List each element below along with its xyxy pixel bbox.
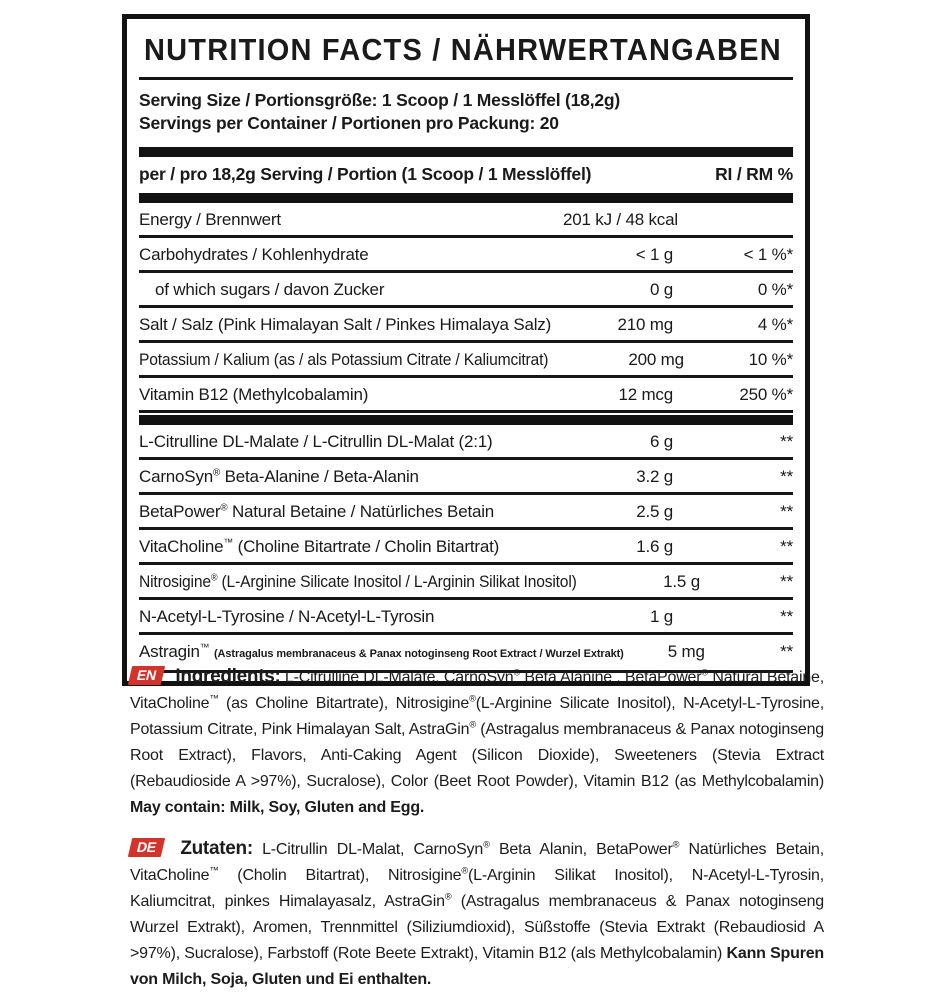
nutrient-name: Energy / Brennwert [139, 210, 281, 229]
section-bar [139, 415, 793, 425]
active-ri: ** [780, 467, 793, 486]
active-name: Nitrosigine® (L-Arginine Silicate Inositol / L-Arginin Silikat Inositol) [139, 572, 577, 591]
ingredients-de-label: Zutaten: [180, 838, 253, 859]
de-language-badge: DE [128, 838, 165, 857]
title-divider [139, 77, 793, 80]
table-column-header [139, 157, 793, 193]
astragin-detail: (Astragalus membranaceus & Panax notoginseng Root Extract / Wurzel Extrakt) [213, 648, 624, 660]
active-row-nitrosigine [139, 565, 793, 600]
nutrient-amount: 200 mg [628, 350, 684, 369]
nutrient-amount: 210 mg [617, 315, 673, 334]
nutrient-row-salt [139, 308, 793, 343]
active-row-betaine [139, 495, 793, 530]
ingredients-en-paragraph [130, 664, 824, 821]
active-ri: ** [780, 607, 793, 626]
nutrient-name: Vitamin B12 (Methylcobalamin) [139, 385, 369, 404]
nutrient-row-potassium [139, 343, 793, 378]
active-amount: 1.6 g [636, 537, 673, 556]
active-row-beta-alanine [139, 460, 793, 495]
nutrient-row-vitamin-b12 [139, 378, 793, 413]
nutrient-amount: 201 kJ / 48 kcal [563, 210, 678, 229]
per-serving-header: per / pro 18,2g Serving / Portion (1 Scoop / 1 Messlöffel) [139, 164, 592, 184]
active-name: BetaPower® Natural Betaine / Natürliches Betain [139, 502, 495, 521]
nutrient-ri: 250 %* [739, 385, 793, 404]
active-ri: ** [780, 502, 793, 521]
active-ri: ** [780, 572, 793, 591]
active-name: N-Acetyl-L-Tyrosine / N-Acetyl-L-Tyrosin [139, 607, 435, 626]
active-amount: 1 g [649, 607, 673, 626]
active-ri: ** [780, 537, 793, 556]
active-ri: ** [780, 642, 793, 661]
astragin-brand: Astragin™ [139, 642, 210, 661]
nutrient-name: Potassium / Kalium (as / als Potassium Citrate / Kaliumcitrat) [139, 350, 549, 369]
ingredients-en-text: L-Citrulline DL-Malate, CarnoSyn® Beta Alanine , BetaPower® Natural Betaine, VitaCholine™ (as Choline Bitartrate), Nitrosigine®(L-Arginine Silicate Inositol), N-Acetyl-L-Tyrosine, Potassium Citrate, Pink Himalayan Salt, AstraGin® (Astragalus membranaceus & Panax notoginseng Root Extract), Flavors, Anti-Caking Agent (Silicon Dioxide), Sweeteners (Stevia Extract (Rebaudioside A >97%), Sucralose), Color (Beet Root Powder), Vitamin B12 (as Methylcobalamin) [130, 667, 825, 790]
nutrient-row-energy [139, 203, 793, 238]
nutrient-ri: 0 %* [757, 280, 793, 299]
panel-title: NUTRITION FACTS / NÄHRWERTANGABEN [144, 34, 782, 68]
active-row-citrulline [139, 425, 793, 460]
nutrient-amount: 0 g [649, 280, 673, 299]
active-amount: 1.5 g [663, 572, 700, 591]
section-bar [139, 147, 793, 157]
nutrient-name: Carbohydrates / Kohlenhydrate [139, 245, 369, 264]
nutrient-ri: < 1 %* [743, 245, 793, 264]
ingredients-en-label: Ingredients: [175, 666, 281, 687]
section-bar [139, 193, 793, 203]
active-row-vitacholine [139, 530, 793, 565]
nutrient-rows [139, 203, 793, 413]
nutrient-amount: < 1 g [635, 245, 673, 264]
nutrient-name: Salt / Salz (Pink Himalayan Salt / Pinkes Himalaya Salz) [139, 315, 552, 334]
active-name: L-Citrulline DL-Malate / L-Citrullin DL-Malat (2:1) [139, 432, 493, 451]
nutrient-amount: 12 mcg [618, 385, 673, 404]
active-name: CarnoSyn® Beta-Alanine / Beta-Alanin [139, 467, 419, 486]
active-row-tyrosine [139, 600, 793, 635]
nutrition-facts-panel [122, 14, 810, 686]
active-name: VitaCholine™ (Choline Bitartrate / Cholin Bitartrat) [139, 537, 500, 556]
servings-per-container-line: Servings per Container / Portionen pro Packung: 20 [139, 113, 559, 133]
nutrient-ri: 10 %* [748, 350, 793, 369]
active-amount: 3.2 g [636, 467, 673, 486]
nutrient-name: of which sugars / davon Zucker [155, 280, 385, 299]
ingredients-de-paragraph [130, 836, 824, 993]
nutrient-row-carbohydrates [139, 238, 793, 273]
active-ri: ** [780, 432, 793, 451]
active-amount: 6 g [649, 432, 673, 451]
ingredients-de-allergen: Kann Spuren von Milch, Soja, Gluten und Ei enthalten. [130, 945, 824, 988]
ingredients-en-allergen: May contain: Milk, Soy, Gluten and Egg. [130, 799, 425, 816]
ingredients-de-text: L-Citrullin DL-Malat, CarnoSyn® Beta Alanin, BetaPower® Natürliches Betain, VitaCholine™ (Cholin Bitartrat), Nitrosigine®(L-Arginin Silikat Inositol), N-Acetyl-L-Tyrosin, Kaliumcitrat, pinkes Himalayasalz, AstraGin® (Astragalus membranaceus & Panax notoginseng Wurzel Extrakt), Aromen, Trennmittel (Siliziumdioxid), Süßstoffe (Stevia Extrakt (Rebaudiosid A >97%), Sucralose), Farbstoff (Rote Beete Extrakt), Vitamin B12 (als Methylcobalamin) [130, 839, 824, 962]
ri-rm-header: RI / RM % [715, 164, 793, 184]
active-name [139, 641, 624, 665]
active-ingredient-rows [139, 425, 793, 673]
serving-size-line: Serving Size / Portionsgröße: 1 Scoop / 1 Messlöffel (18,2g) [139, 90, 621, 110]
ingredients-section [0, 664, 944, 1008]
active-amount: 2.5 g [636, 502, 673, 521]
nutrient-ri: 4 %* [757, 315, 793, 334]
active-amount: 5 mg [667, 642, 705, 661]
en-language-badge: EN [128, 666, 165, 685]
nutrient-row-sugars [139, 273, 793, 308]
